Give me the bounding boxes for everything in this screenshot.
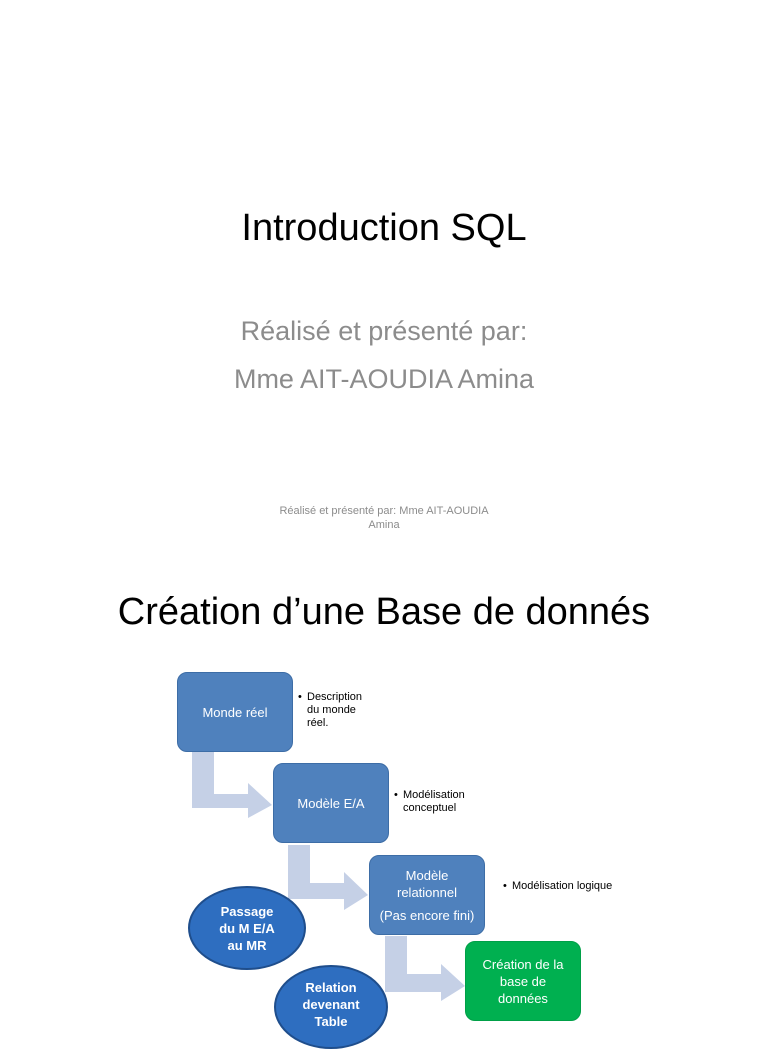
oval-line: Passage [220,903,274,919]
step-box-label: données [498,990,548,1006]
step-box-modele-relationnel [369,855,485,935]
slide1-footer-line2: Amina [368,519,400,531]
oval-line: Table [314,1014,348,1029]
slide1-footer-line1: Réalisé et présenté par: Mme AIT-AOUDIA [279,505,489,517]
step-box-label: relationnel [397,884,457,900]
step-box-creation-base [465,941,581,1021]
oval-line: au MR [227,937,267,953]
step-box-monde-reel [177,672,293,752]
step-note-line: réel. [307,717,329,729]
step-note-line: conceptuel [403,802,457,814]
step-box-label: base de [499,973,547,989]
flow-arrow-3 [383,936,467,1004]
step-note-modele-relationnel: • Modélisation logique [503,880,613,892]
oval-line: du M E/A [219,920,275,936]
step-note-modele-ea: • Modélisation conceptuel [394,789,504,815]
oval-line: devenant [302,997,360,1012]
oval-relation-table [274,965,388,1049]
step-box-label: Modèle [405,867,449,883]
slide1-subtitle-line1: Réalisé et présenté par: [240,316,528,346]
slide1-title: Introduction SQL [241,207,527,249]
oval-line: Relation [305,980,357,995]
step-box-label: Création de la [482,956,564,972]
step-box-modele-ea [273,763,389,843]
slide1-subtitle-line2: Mme AIT-AOUDIA Amina [233,364,535,394]
step-note-line: Description [307,691,363,703]
step-note-line: Modélisation [403,789,465,801]
slide2-title: Création d’une Base de donnés [117,591,651,633]
flow-arrow-2 [286,845,370,913]
oval-passage-mea-mr [188,886,306,970]
step-note-line: du monde [307,704,356,716]
step-box-label: Monde réel [202,704,268,720]
flow-arrow-1 [190,752,274,820]
step-box-label: (Pas encore fini) [379,907,475,923]
step-note-monde-reel: • Description du monde réel. [298,691,378,730]
step-note-line: Modélisation logique [512,880,613,892]
step-box-label: Modèle E/A [297,795,365,811]
